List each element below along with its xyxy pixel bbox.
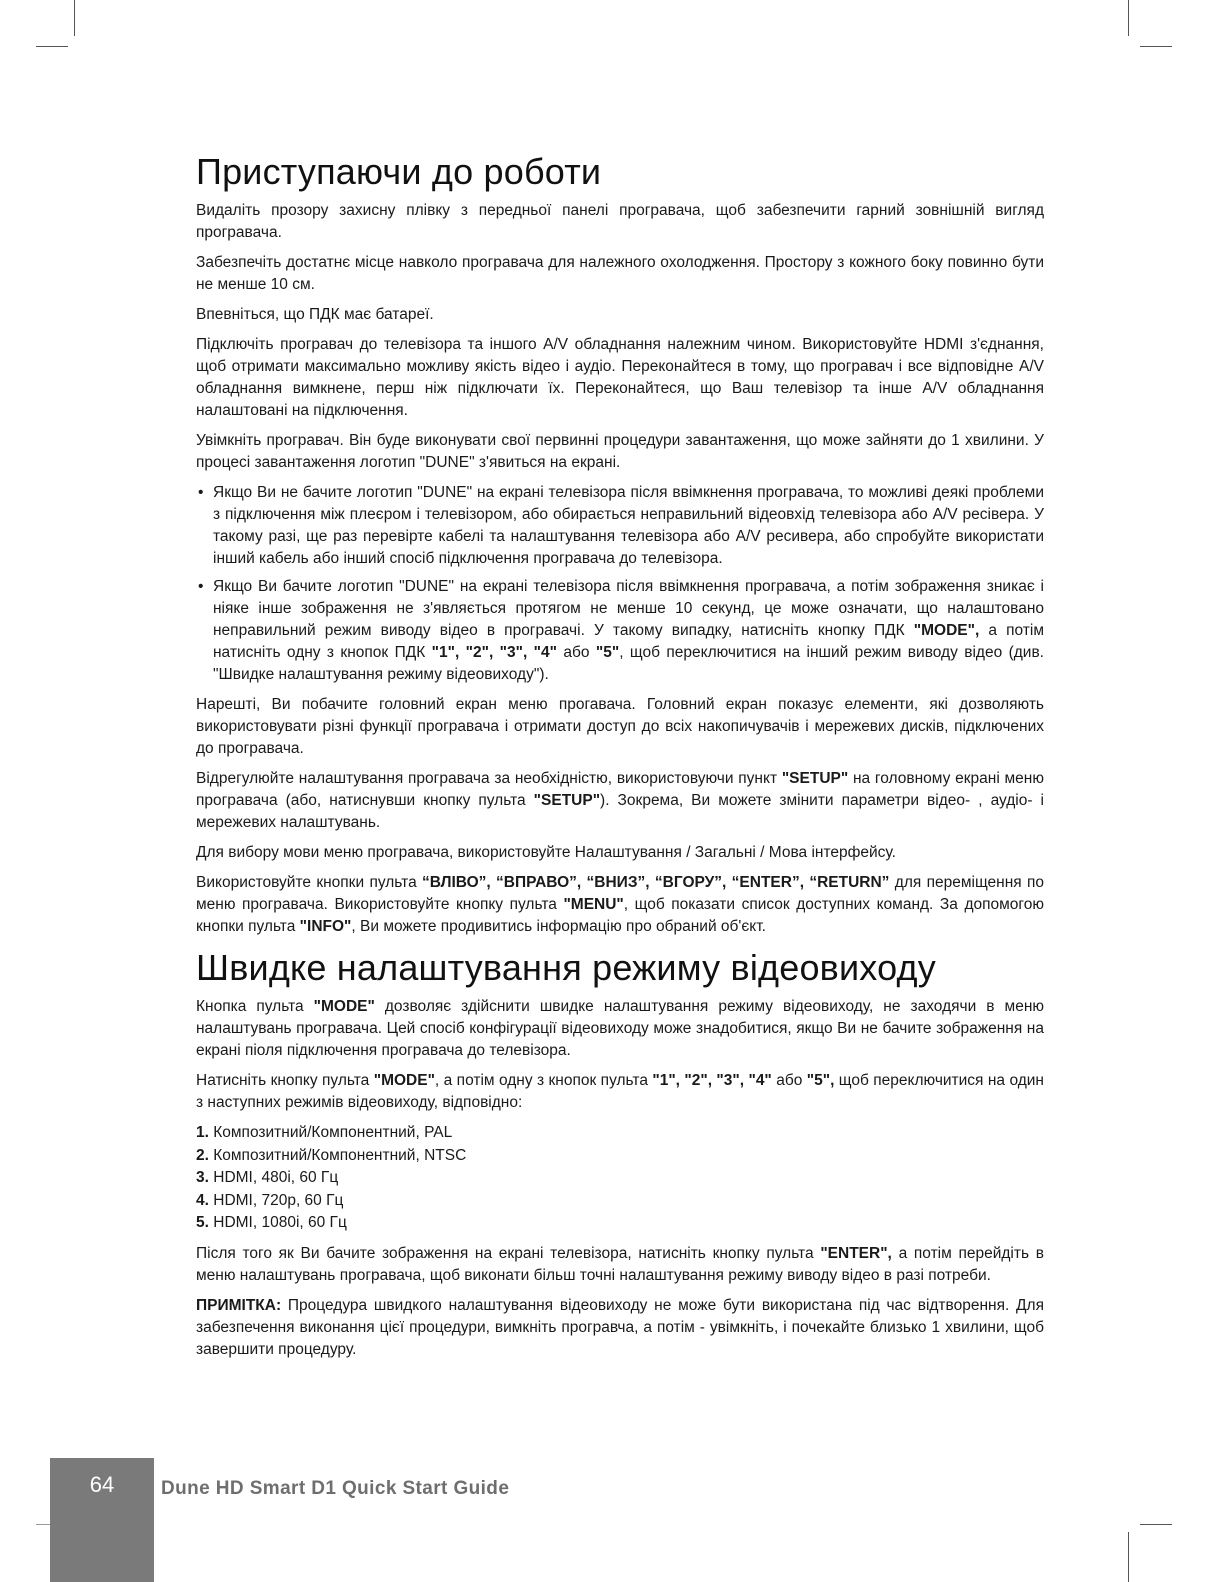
list-item: 4. HDMI, 720p, 60 Гц [196,1191,344,1209]
list-item: 2. Композитний/Компонентний, NTSC [196,1146,467,1164]
crop-mark [1128,0,1129,36]
section-title-video-mode: Швидке налаштування режиму відеовиходу [196,947,936,988]
list-item: • Якщо Ви бачите логотип "DUNE" на екрані телевізора після ввімкнення програвача, а потім зображення зникає і ніяке інше зображення не з'являється протягом не менше 10 секунд, це може означати, що налаштовано неправильний режим виводу відео в програвачі. У такому випадку, натисніть кнопку ПДК "MODE", а потім натисніть одну з кнопок ПДК "1", "2", "3", "4" або "5", щоб переключитися на інший режим виводу відео (див. "Швидке налаштування режиму відеовиходу"). [198,578,1044,683]
paragraph: Після того як Ви бачите зображення на екрані телевізора, натисніть кнопку пульта "ENTER", а потім перейдіть в меню налаштувань програвача, щоб виконати більш точні налаштування режиму виводу відео в разі потреби. [196,1244,1044,1284]
page-number: 64 [89,1472,115,1497]
list-item: 1. Композитний/Компонентний, PAL [196,1124,453,1141]
crop-mark [36,46,68,47]
paragraph: Видаліть прозору захисну плівку з передньої панелі програвача, щоб забезпечити гарний зовнішній вигляд програвача. [196,202,1044,241]
paragraph: Увімкніть програвач. Він буде виконувати свої первинні процедури завантаження, що може зайняти до 1 хвилини. У процесі завантаження логотип "DUNE" з'явиться на екрані. [196,432,1044,471]
paragraph: Забезпечіть достатнє місце навколо програвача для належного охолодження. Простору з кожного боку повинно бути не менше 10 см. [196,254,1044,293]
paragraph: Для вибору мови меню програвача, використовуйте Налаштування / Загальні / Мова інтерфейсу. [196,844,896,861]
list-item: 3. HDMI, 480i, 60 Гц [196,1169,339,1186]
paragraph: Нарешті, Ви побачите головний екран меню прогавача. Головний екран показує елементи, які дозволяють використовувати різні функції програвача і отримати доступ до всіх накопичувачів і мережевих дисків, підключених до програвача. [196,696,1044,757]
page-content [196,150,1044,1369]
paragraph: Впевніться, що ПДК має батареї. [196,306,434,323]
list-item: • Якщо Ви не бачите логотип "DUNE" на екрані телевізора після ввімкнення програвача, то можливі деякі проблеми з підключення між плеєром і телевізором, або обирається неправильний відеовхід телевізора або A/V ресівера. У такому разі, ще раз перевірте кабелі та налаштування телевізора або A/V ресивера, або спробуйте використати інший кабель або інший спосіб підключення програвача до телевізора. [198,484,1044,567]
paragraph: Натисніть кнопку пульта "MODE", а потім одну з кнопок пульта "1", "2", "3", "4" або "5", щоб переключитися на один з наступних режимів відеовиходу, відповідно: [196,1072,1044,1111]
list-item: 5. HDMI, 1080i, 60 Гц [196,1214,347,1231]
paragraph: Відрегулюйте налаштування програвача за необхідністю, використовуючи пункт "SETUP" на головному екрані меню програвача (або, натиснувши кнопку пульта "SETUP"). Зокрема, Ви можете змінити параметри відео- , аудіо- і мережевих налаштувань. [196,770,1045,831]
note-label: ПРИМІТКА: [196,1296,282,1314]
crop-mark [1140,46,1172,47]
paragraph: Кнопка пульта "MODE" дозволяє здійснити швидке налаштування режиму відеовиходу, не заходячи в меню налаштувань програвача. Цей спосіб конфігурації відеовиходу може знадобитися, якщо Ви не бачите зображення на екрані піоля підключення програвача до телевізора. [196,998,1045,1059]
bullet-icon: • [198,484,204,501]
bullet-list [196,482,1044,686]
paragraph: Використовуйте кнопки пульта “ВЛІВО”, “ВПРАВО”, “ВНИЗ”, “ВГОРУ”, “ENTER”, “RETURN” для переміщення по меню програвача. Використовуйте кнопку пульта "MENU", щоб показати список доступних команд. За допомогою кнопки пульта "INFO", Ви можете продивитись інформацію про обраний об'єкт. [196,874,1044,935]
crop-mark [74,0,75,36]
video-mode-list [196,1122,1044,1235]
section-title-getting-started: Приступаючи до роботи [196,151,602,192]
crop-mark [1128,1532,1129,1582]
guide-title: Dune HD Smart D1 Quick Start Guide [161,1478,510,1499]
bullet-icon: • [198,578,204,595]
note: ПРИМІТКА: Процедура швидкого налаштування відеовиходу не може бути використана під час відтворення. Для забезпечення виконання цієї процедури, вимкніть програвча, а потім - увімкніть, і почекайте близько 1 хвилини, щоб завершити процедуру. [196,1296,1044,1358]
paragraph: Підключіть програвач до телевізора та іншого A/V обладнання належним чином. Використовуйте HDMI з'єднання, щоб отримати максимально можливу якість відео і аудіо. Переконайтеся в тому, що програвач і все відповідне A/V обладнання вимкнене, перш ніж підключати їх. Переконайтеся, що Ваш телевізор та інше A/V обладнання налаштовані на підключення. [196,336,1044,419]
crop-mark [1140,1524,1172,1525]
